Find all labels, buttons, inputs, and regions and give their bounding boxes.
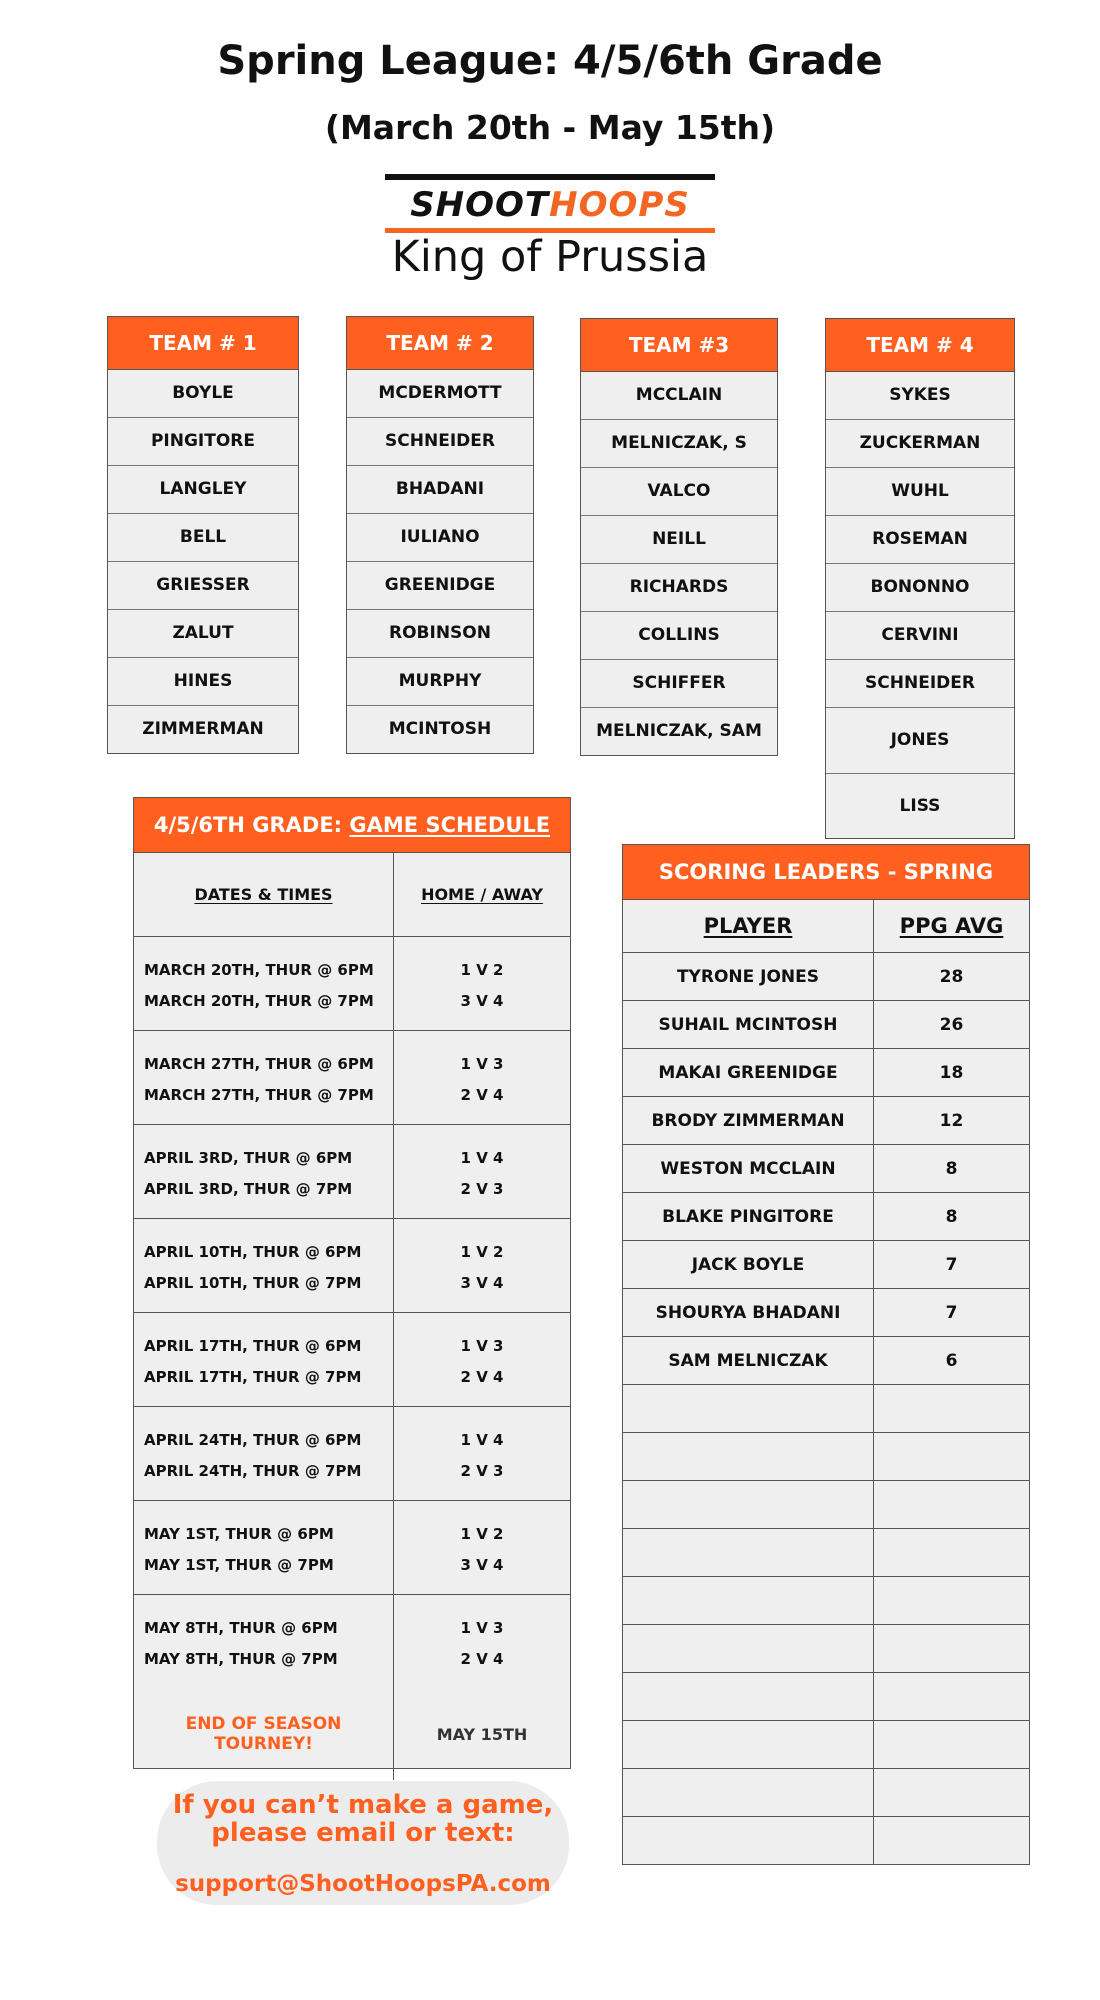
game-time: MAY 1ST, THUR @ 6PM bbox=[144, 1525, 334, 1543]
leader-player bbox=[623, 1433, 874, 1480]
contact-line-2: please email or text: bbox=[211, 1818, 515, 1848]
contact-line-1: If you can’t make a game, bbox=[172, 1790, 554, 1820]
schedule-header bbox=[134, 798, 570, 853]
leader-row bbox=[623, 1529, 1029, 1577]
leader-row bbox=[623, 1145, 1029, 1193]
team-name: TEAM # 4 bbox=[826, 319, 1014, 372]
leader-ppg bbox=[874, 1769, 1029, 1816]
game-matchup: 1 V 4 bbox=[460, 1149, 504, 1167]
leader-row bbox=[623, 1433, 1029, 1481]
schedule-title-prefix: 4/5/6TH GRADE: bbox=[153, 813, 343, 837]
leader-row bbox=[623, 1049, 1029, 1097]
game-time: APRIL 10TH, THUR @ 7PM bbox=[144, 1274, 362, 1292]
leader-player bbox=[623, 1385, 874, 1432]
player-name: HINES bbox=[108, 658, 298, 706]
game-time: APRIL 17TH, THUR @ 6PM bbox=[144, 1337, 362, 1355]
schedule-row bbox=[134, 1595, 570, 1688]
team-name: TEAM #3 bbox=[581, 319, 777, 372]
leader-ppg: 7 bbox=[945, 1302, 958, 1323]
leaders-column-headers bbox=[623, 900, 1029, 953]
player-name: BOYLE bbox=[108, 370, 298, 418]
scoring-leaders-table bbox=[622, 844, 1030, 1865]
player-name: SCHNEIDER bbox=[347, 418, 533, 466]
leader-player: SHOURYA BHADANI bbox=[623, 1289, 874, 1336]
leader-row bbox=[623, 1769, 1029, 1817]
player-name: LISS bbox=[899, 796, 941, 816]
col-dates-times: DATES & TIMES bbox=[194, 885, 333, 904]
schedule-row bbox=[134, 1407, 570, 1501]
game-time: APRIL 17TH, THUR @ 7PM bbox=[144, 1368, 362, 1386]
game-matchup: 2 V 4 bbox=[460, 1086, 504, 1104]
player-name: BELL bbox=[108, 514, 298, 562]
col-ppg-avg: PPG AVG bbox=[899, 914, 1004, 938]
game-matchup: 3 V 4 bbox=[460, 1274, 504, 1292]
leader-row bbox=[623, 953, 1029, 1001]
game-matchup: 1 V 2 bbox=[460, 1243, 504, 1261]
page-subtitle: (March 20th - May 15th) bbox=[324, 108, 776, 147]
page-title: Spring League: 4/5/6th Grade bbox=[217, 38, 883, 84]
game-matchup: 2 V 3 bbox=[460, 1462, 504, 1480]
leader-player bbox=[623, 1481, 874, 1528]
leader-ppg: 18 bbox=[939, 1062, 964, 1083]
leader-ppg bbox=[874, 1385, 1029, 1432]
player-name: ZIMMERMAN bbox=[142, 719, 264, 739]
schedule-title-link: GAME SCHEDULE bbox=[349, 813, 551, 837]
player-name: VALCO bbox=[581, 468, 777, 516]
team-roster-3 bbox=[580, 318, 778, 756]
leader-player: WESTON MCCLAIN bbox=[623, 1145, 874, 1192]
leader-player: MAKAI GREENIDGE bbox=[623, 1049, 874, 1096]
player-name: RICHARDS bbox=[581, 564, 777, 612]
location-name: King of Prussia bbox=[391, 232, 709, 282]
leader-ppg bbox=[874, 1817, 1029, 1864]
player-name: BHADANI bbox=[347, 466, 533, 514]
player-name: JONES bbox=[826, 708, 1014, 774]
game-matchup: 3 V 4 bbox=[460, 992, 504, 1010]
contact-bubble bbox=[157, 1781, 569, 1905]
leader-ppg bbox=[874, 1673, 1029, 1720]
leader-ppg bbox=[874, 1577, 1029, 1624]
leader-player bbox=[623, 1673, 874, 1720]
game-matchup: 3 V 4 bbox=[460, 1556, 504, 1574]
leader-row bbox=[623, 1289, 1029, 1337]
logo-word-shoot: SHOOT bbox=[410, 185, 550, 225]
leader-row bbox=[623, 1625, 1029, 1673]
player-name: NEILL bbox=[581, 516, 777, 564]
game-time: MARCH 27TH, THUR @ 7PM bbox=[144, 1086, 374, 1104]
schedule-row bbox=[134, 937, 570, 1031]
leader-player: TYRONE JONES bbox=[623, 953, 874, 1000]
game-matchup: 2 V 4 bbox=[460, 1650, 504, 1668]
end-of-season-row bbox=[134, 1688, 570, 1780]
leader-row bbox=[623, 1241, 1029, 1289]
player-name: GRIESSER bbox=[108, 562, 298, 610]
schedule-row bbox=[134, 1501, 570, 1595]
player-name: MELNICZAK, SAM bbox=[596, 721, 762, 741]
leader-ppg bbox=[874, 1433, 1029, 1480]
player-name: MELNICZAK, S bbox=[581, 420, 777, 468]
leader-ppg bbox=[874, 1481, 1029, 1528]
game-matchup: 1 V 4 bbox=[460, 1431, 504, 1449]
game-time: APRIL 24TH, THUR @ 7PM bbox=[144, 1462, 362, 1480]
player-name: LANGLEY bbox=[108, 466, 298, 514]
player-name: ROBINSON bbox=[347, 610, 533, 658]
col-player: PLAYER bbox=[623, 900, 874, 952]
leader-row bbox=[623, 1001, 1029, 1049]
player-name: COLLINS bbox=[581, 612, 777, 660]
leader-player: BRODY ZIMMERMAN bbox=[623, 1097, 874, 1144]
team-name: TEAM # 2 bbox=[347, 317, 533, 370]
player-name: GREENIDGE bbox=[347, 562, 533, 610]
leader-player: SAM MELNICZAK bbox=[623, 1337, 874, 1384]
game-matchup: 1 V 3 bbox=[460, 1619, 504, 1637]
end-of-season-date: MAY 15TH bbox=[436, 1724, 528, 1744]
game-matchup: 2 V 3 bbox=[460, 1180, 504, 1198]
leader-ppg: 26 bbox=[939, 1014, 964, 1035]
player-name: MCINTOSH bbox=[388, 719, 492, 739]
game-time: MARCH 20TH, THUR @ 7PM bbox=[144, 992, 374, 1010]
player-name: CERVINI bbox=[826, 612, 1014, 660]
leader-player: JACK BOYLE bbox=[623, 1241, 874, 1288]
leader-row bbox=[623, 1673, 1029, 1721]
leader-ppg: 28 bbox=[939, 966, 964, 987]
team-name: TEAM # 1 bbox=[108, 317, 298, 370]
leader-ppg: 8 bbox=[945, 1158, 958, 1179]
leader-ppg bbox=[874, 1529, 1029, 1576]
leader-player bbox=[623, 1769, 874, 1816]
team-roster-1 bbox=[107, 316, 299, 754]
leader-ppg bbox=[874, 1625, 1029, 1672]
contact-email-link[interactable]: support@ShootHoopsPA.com bbox=[175, 1871, 551, 1897]
game-time: MARCH 27TH, THUR @ 6PM bbox=[144, 1055, 374, 1073]
leader-player bbox=[623, 1817, 874, 1864]
game-time: APRIL 3RD, THUR @ 6PM bbox=[144, 1149, 353, 1167]
leader-player bbox=[623, 1577, 874, 1624]
game-time: MAY 8TH, THUR @ 6PM bbox=[144, 1619, 338, 1637]
player-name: IULIANO bbox=[347, 514, 533, 562]
player-name: PINGITORE bbox=[108, 418, 298, 466]
leader-row bbox=[623, 1721, 1029, 1769]
leaders-title: SCORING LEADERS - SPRING bbox=[623, 845, 1029, 900]
game-time: MAY 1ST, THUR @ 7PM bbox=[144, 1556, 334, 1574]
schedule-row bbox=[134, 1031, 570, 1125]
leader-row bbox=[623, 1097, 1029, 1145]
team-roster-2 bbox=[346, 316, 534, 754]
player-name: ZALUT bbox=[108, 610, 298, 658]
game-time: APRIL 10TH, THUR @ 6PM bbox=[144, 1243, 362, 1261]
player-name: SCHIFFER bbox=[581, 660, 777, 708]
schedule-row bbox=[134, 1125, 570, 1219]
game-schedule-table bbox=[133, 797, 571, 1769]
leader-ppg: 6 bbox=[945, 1350, 958, 1371]
game-matchup: 2 V 4 bbox=[460, 1368, 504, 1386]
player-name: SYKES bbox=[826, 372, 1014, 420]
game-matchup: 1 V 3 bbox=[460, 1055, 504, 1073]
player-name: WUHL bbox=[826, 468, 1014, 516]
leader-player: SUHAIL MCINTOSH bbox=[623, 1001, 874, 1048]
player-name: MCCLAIN bbox=[581, 372, 777, 420]
game-time: APRIL 3RD, THUR @ 7PM bbox=[144, 1180, 353, 1198]
player-name: MCDERMOTT bbox=[347, 370, 533, 418]
end-of-season-label: END OF SEASON TOURNEY! bbox=[134, 1688, 394, 1780]
player-name: SCHNEIDER bbox=[826, 660, 1014, 708]
leader-ppg bbox=[874, 1721, 1029, 1768]
game-time: APRIL 24TH, THUR @ 6PM bbox=[144, 1431, 362, 1449]
leader-row bbox=[623, 1577, 1029, 1625]
leader-ppg: 12 bbox=[939, 1110, 964, 1131]
leader-row bbox=[623, 1481, 1029, 1529]
shoothoops-logo bbox=[385, 172, 715, 234]
col-home-away: HOME / AWAY bbox=[421, 885, 543, 904]
player-name: BONONNO bbox=[826, 564, 1014, 612]
leader-player: BLAKE PINGITORE bbox=[623, 1193, 874, 1240]
logo-word-hoops: HOOPS bbox=[549, 185, 690, 225]
leader-row bbox=[623, 1817, 1029, 1864]
leader-row bbox=[623, 1385, 1029, 1433]
player-name: ZUCKERMAN bbox=[826, 420, 1014, 468]
leader-player bbox=[623, 1721, 874, 1768]
game-matchup: 1 V 2 bbox=[460, 961, 504, 979]
player-name: ROSEMAN bbox=[826, 516, 1014, 564]
leader-player bbox=[623, 1529, 874, 1576]
leader-row bbox=[623, 1337, 1029, 1385]
leader-player bbox=[623, 1625, 874, 1672]
schedule-row bbox=[134, 1313, 570, 1407]
schedule-column-headers bbox=[134, 853, 570, 937]
logo-top-bar bbox=[385, 174, 715, 180]
game-time: MAY 8TH, THUR @ 7PM bbox=[144, 1650, 338, 1668]
game-matchup: 1 V 3 bbox=[460, 1337, 504, 1355]
team-roster-4 bbox=[825, 318, 1015, 839]
game-time: MARCH 20TH, THUR @ 6PM bbox=[144, 961, 374, 979]
player-name: MURPHY bbox=[347, 658, 533, 706]
game-matchup: 1 V 2 bbox=[460, 1525, 504, 1543]
leader-row bbox=[623, 1193, 1029, 1241]
leader-ppg: 7 bbox=[945, 1254, 958, 1275]
leader-ppg: 8 bbox=[945, 1206, 958, 1227]
schedule-row bbox=[134, 1219, 570, 1313]
